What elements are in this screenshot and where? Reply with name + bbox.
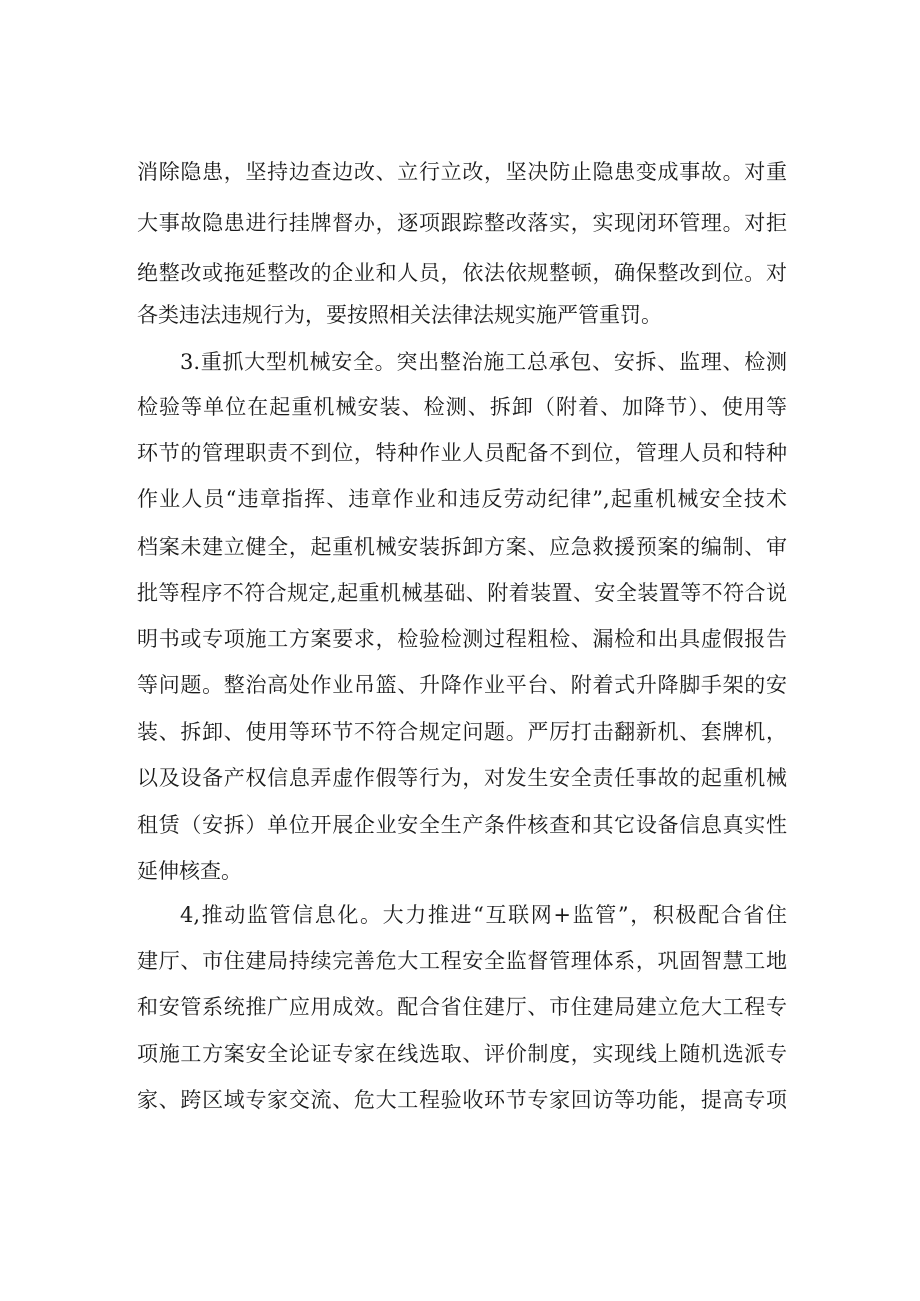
paragraph-line: 以及设备产权信息弄虚作假等行为，对发生安全责任事故的起重机械: [137, 766, 787, 790]
paragraph-line: 消除隐患，坚持边查边改、立行立改，坚决防止隐患变成事故。对重: [137, 160, 787, 184]
paragraph-line: 租赁（安拆）单位开展企业安全生产条件核查和其它设备信息真实性: [137, 813, 787, 837]
paragraph-line: 装、拆卸、使用等环节不符合规定问题。严厉打击翻新机、套牌机，: [137, 720, 787, 744]
paragraph-line: 项施工方案安全论证专家在线选取、评价制度，实现线上随机选派专: [137, 1042, 787, 1066]
paragraph-line: 检验等单位在起重机械安装、检测、拆卸（附着、加降节）、使用等: [137, 395, 787, 419]
paragraph-line: 绝整改或拖延整改的企业和人员，依法依规整顿，确保整改到位。对: [137, 261, 787, 285]
paragraph-line: 等问题。整治高处作业吊篮、升降作业平台、附着式升降脚手架的安: [137, 673, 787, 697]
paragraph-line: 批等程序不符合规定,起重机械基础、附着装置、安全装置等不符合说: [137, 581, 787, 605]
paragraph-line: 档案未建立健全，起重机械安装拆卸方案、应急救援预案的编制、审: [137, 535, 787, 559]
paragraph-line: 3.重抓大型机械安全。突出整治施工总承包、安拆、监理、检测: [180, 350, 787, 374]
paragraph-line: 大事故隐患进行挂牌督办，逐项跟踪整改落实，实现闭环管理。对拒: [137, 211, 787, 235]
paragraph-line: 建厅、市住建局持续完善危大工程安全监督管理体系，巩固智慧工地: [137, 949, 787, 973]
paragraph-line: 家、跨区域专家交流、危大工程验收环节专家回访等功能，提高专项: [137, 1088, 787, 1112]
paragraph-line: 各类违法违规行为，要按照相关法律法规实施严管重罚。: [137, 303, 662, 327]
paragraph-line: 和安管系统推广应用成效。配合省住建厅、市住建局建立危大工程专: [137, 995, 787, 1019]
paragraph-line: 延伸核查。: [137, 859, 242, 883]
paragraph-line: 4,推动监管信息化。大力推进“互联网+监管”，积极配合省住: [180, 903, 787, 927]
paragraph-line: 作业人员“违章指挥、违章作业和违反劳动纪律”,起重机械安全技术: [137, 487, 787, 511]
paragraph-line: 明书或专项施工方案要求，检验检测过程粗检、漏检和出具虚假报告: [137, 627, 787, 651]
paragraph-line: 环节的管理职责不到位，特种作业人员配备不到位，管理人员和特种: [137, 441, 787, 465]
